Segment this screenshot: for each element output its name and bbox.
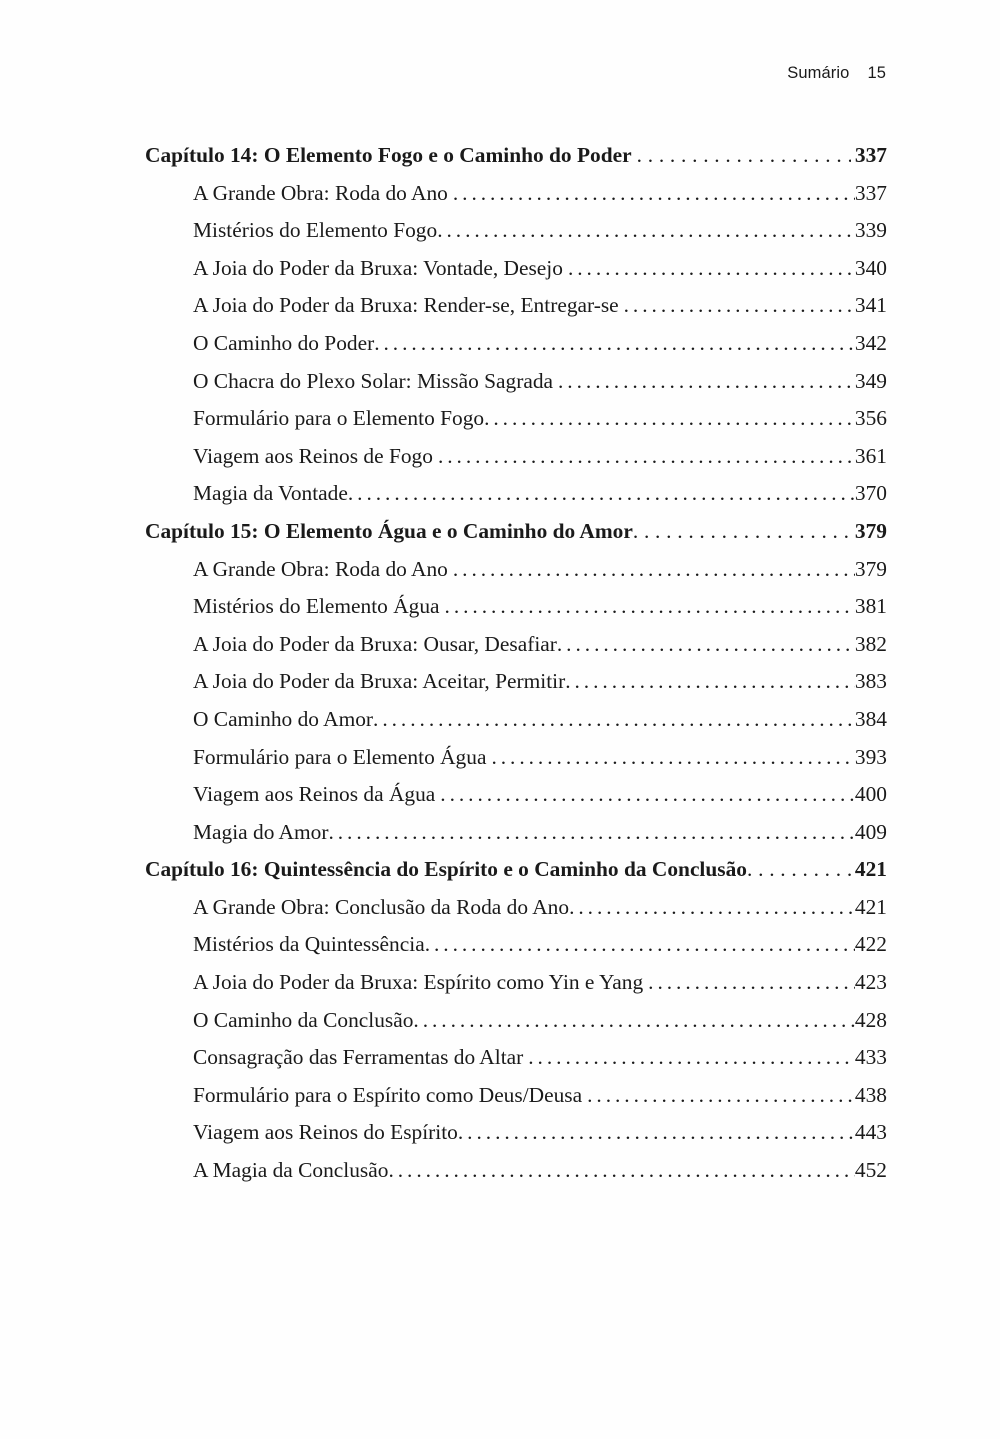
toc-entry-label: A Grande Obra: Conclusão da Roda do Ano [193,894,570,919]
toc-entry-label: Magia da Vontade [193,481,348,506]
dot-leader [388,1160,854,1181]
toc-entry-page-number: 409 [854,819,887,844]
dot-leader [374,333,855,354]
dot-leader [648,972,855,993]
toc-section-row[interactable] [193,588,887,626]
dot-leader [458,1122,855,1143]
toc-section-row[interactable] [193,475,887,513]
toc-entry-label: O Chacra do Plexo Solar: Missão Sagrada [193,368,554,393]
dot-leader [568,258,855,279]
dot-leader [484,408,855,429]
toc-entry-label: Formulário para o Elemento Fogo [193,406,485,431]
toc-entry-label: Viagem aos Reinos da Água [193,782,436,807]
toc-entry-label: Capítulo 15: O Elemento Água e o Caminho do Amor [145,518,633,543]
toc-entry-page-number: 438 [854,1082,887,1107]
dot-leader [565,671,855,692]
page-folio: 15 [867,64,886,82]
dot-leader [437,220,855,241]
toc-section-row[interactable] [193,889,887,927]
toc-section-row[interactable] [193,1152,887,1190]
toc-chapter-row[interactable] [145,851,887,889]
toc-entry-page-number: 428 [854,1007,887,1032]
toc-section-row[interactable] [193,400,887,438]
dot-leader [491,747,854,768]
toc-entry-label: A Magia da Conclusão [193,1158,389,1183]
toc-entry-page-number: 423 [854,970,887,995]
dot-leader [624,295,855,316]
toc-entry-page-number: 443 [854,1120,887,1145]
toc-entry-label: Mistérios do Elemento Água [193,594,440,619]
toc-entry-page-number: 452 [854,1158,887,1183]
dot-leader [348,483,855,504]
dot-leader [438,446,855,467]
toc-section-row[interactable] [193,964,887,1002]
toc-entry-label: Magia do Amor [193,819,329,844]
running-head [787,64,886,83]
dot-leader [528,1047,855,1068]
toc-entry-page-number: 384 [854,706,887,731]
toc-entry-page-number: 379 [854,518,887,543]
toc-section-row[interactable] [193,814,887,852]
toc-entry-page-number: 400 [854,782,887,807]
toc-entry-label: Formulário para o Elemento Água [193,744,487,769]
toc-entry-page-number: 381 [854,594,887,619]
toc-section-row[interactable] [193,1039,887,1077]
dot-leader [445,596,855,617]
toc-section-row[interactable] [193,926,887,964]
toc-section-row[interactable] [193,776,887,814]
toc-entry-page-number: 379 [854,556,887,581]
toc-section-row[interactable] [193,663,887,701]
toc-entry-page-number: 342 [854,330,887,355]
running-head-title: Sumário [787,64,850,82]
toc-section-row[interactable] [193,739,887,777]
toc-entry-page-number: 349 [854,368,887,393]
toc-entry-label: A Joia do Poder da Bruxa: Render-se, Entregar-se [193,293,619,318]
dot-leader [633,521,851,542]
dot-leader [587,1085,855,1106]
toc-entry-page-number: 422 [854,932,887,957]
toc-entry-label: Formulário para o Espírito como Deus/Deusa [193,1082,583,1107]
dot-leader [373,709,855,730]
toc-entry-label: A Grande Obra: Roda do Ano [193,180,448,205]
toc-entry-page-number: 356 [854,406,887,431]
toc-entry-label: Viagem aos Reinos do Espírito [193,1120,458,1145]
table-of-contents [145,137,887,1190]
toc-entry-label: A Joia do Poder da Bruxa: Ousar, Desafiar [193,631,557,656]
toc-entry-label: A Joia do Poder da Bruxa: Espírito como Yin e Yang [193,970,644,995]
dot-leader [569,897,855,918]
toc-entry-label: Consagração das Ferramentas do Altar [193,1045,524,1070]
dot-leader [747,859,851,880]
toc-entry-label: Capítulo 14: O Elemento Fogo e o Caminho do Poder [145,143,632,167]
toc-section-row[interactable] [193,1002,887,1040]
toc-entry-label: Capítulo 16: Quintessência do Espírito e o Caminho da Conclusão [145,857,747,882]
dot-leader [637,145,851,166]
dot-leader [557,634,855,655]
toc-entry-page-number: 337 [854,143,887,167]
toc-section-row[interactable] [193,551,887,589]
toc-entry-page-number: 341 [854,293,887,318]
toc-section-row[interactable] [193,363,887,401]
toc-entry-label: A Joia do Poder da Bruxa: Vontade, Desejo [193,255,563,280]
toc-section-row[interactable] [193,175,887,213]
toc-entry-page-number: 383 [854,669,887,694]
toc-entry-page-number: 337 [854,180,887,205]
toc-entry-page-number: 339 [854,218,887,243]
toc-section-row[interactable] [193,287,887,325]
dot-leader [453,559,855,580]
dot-leader [328,822,854,843]
toc-entry-label: Mistérios da Quintessência [193,932,425,957]
toc-entry-label: A Joia do Poder da Bruxa: Aceitar, Permitir [193,669,566,694]
toc-section-row[interactable] [193,250,887,288]
dot-leader [425,934,855,955]
toc-section-row[interactable] [193,1114,887,1152]
dot-leader [453,183,855,204]
toc-section-row[interactable] [193,212,887,250]
toc-entry-page-number: 340 [854,255,887,280]
dot-leader [413,1010,854,1031]
toc-entry-page-number: 433 [854,1045,887,1070]
toc-entry-page-number: 421 [854,894,887,919]
toc-section-row[interactable] [193,1077,887,1115]
dot-leader [440,784,855,805]
toc-entry-label: Viagem aos Reinos de Fogo [193,443,433,468]
toc-section-row[interactable] [193,701,887,739]
toc-entry-label: O Caminho do Amor [193,706,374,731]
toc-section-row[interactable] [193,325,887,363]
toc-entry-page-number: 393 [854,744,887,769]
toc-entry-label: A Grande Obra: Roda do Ano [193,556,448,581]
toc-entry-page-number: 370 [854,481,887,506]
toc-entry-page-number: 382 [854,631,887,656]
toc-entry-page-number: 421 [854,857,887,882]
dot-leader [558,371,855,392]
toc-section-row[interactable] [193,626,887,664]
toc-entry-page-number: 361 [854,443,887,468]
toc-section-row[interactable] [193,438,887,476]
toc-entry-label: Mistérios do Elemento Fogo [193,218,438,243]
toc-chapter-row[interactable] [145,513,887,551]
toc-chapter-row[interactable] [145,137,887,175]
toc-entry-label: O Caminho do Poder [193,330,375,355]
toc-entry-label: O Caminho da Conclusão [193,1007,414,1032]
